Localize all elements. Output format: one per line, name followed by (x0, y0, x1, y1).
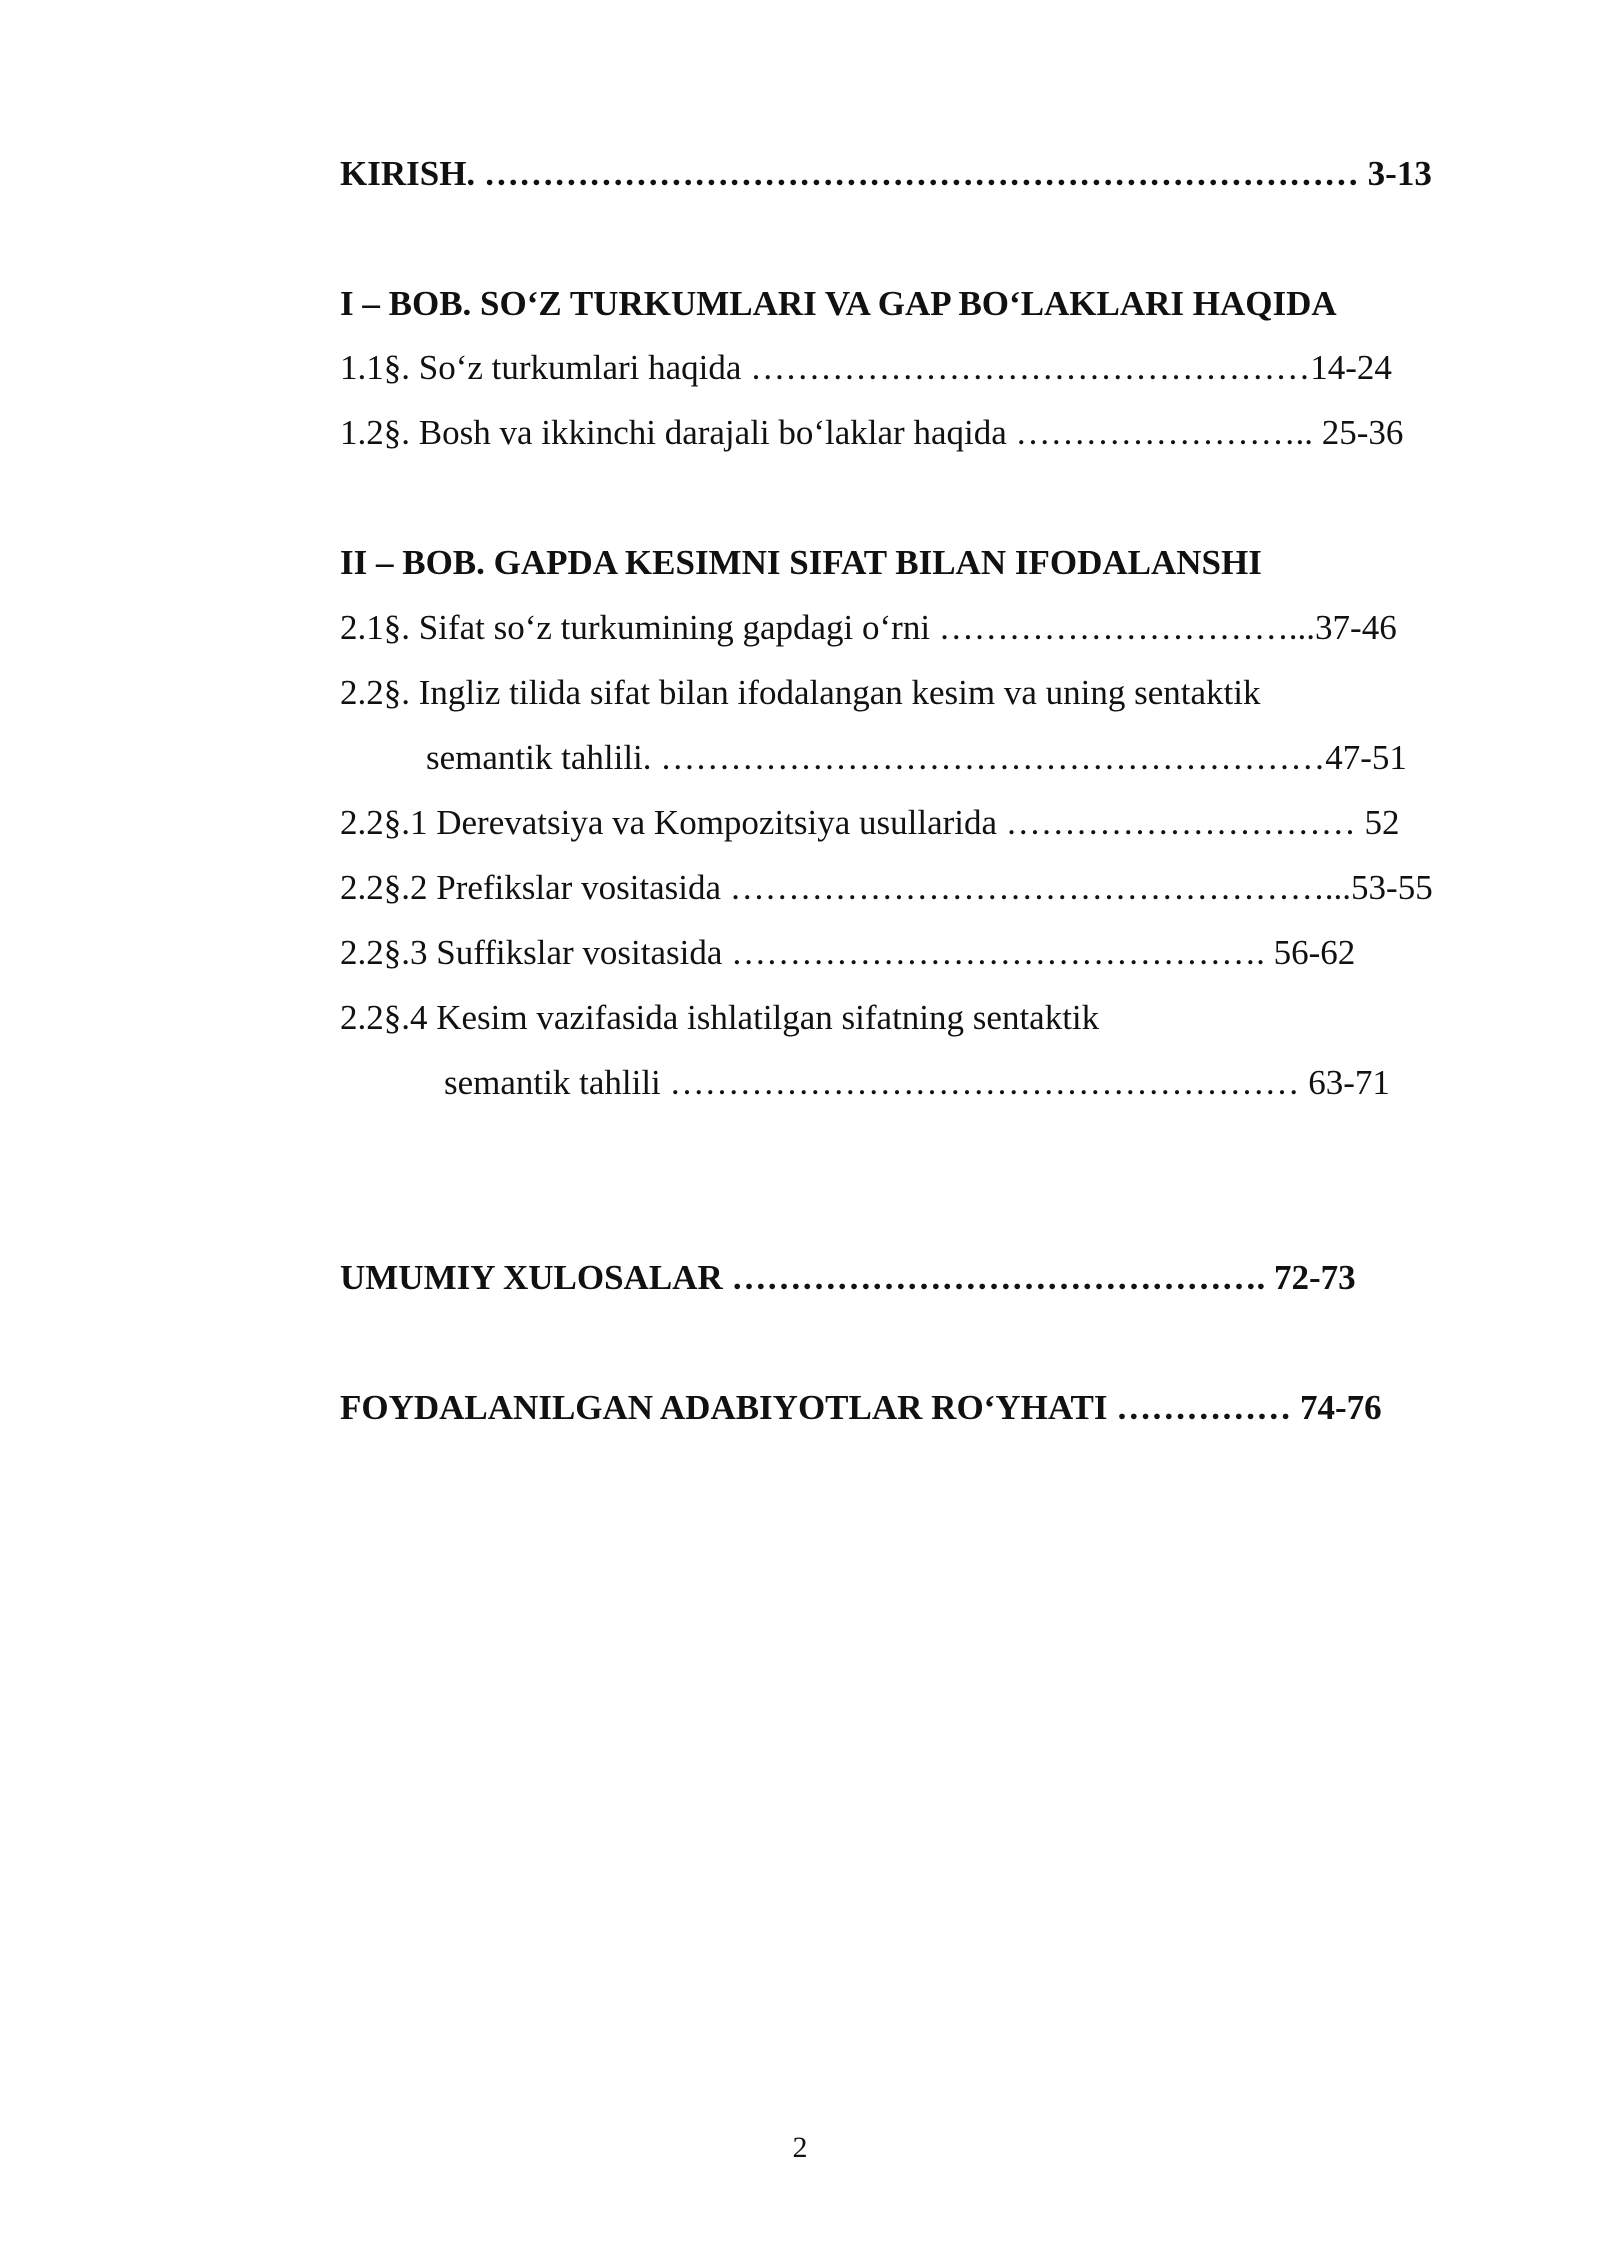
toc-entry-references: FOYDALANILGAN ADABIYOTLAR RO‘YHATI …………… 74-76 (340, 1388, 1382, 1427)
toc-entry-2-2-3: 2.2§.3 Suffikslar vositasida ………………………………………. 56-62 (340, 933, 1356, 972)
toc-entry-2-2-2: 2.2§.2 Prefikslar vositasida ……………………………………………...53-55 (340, 868, 1433, 907)
toc-entry-1-2: 1.2§. Bosh va ikkinchi darajali bo‘laklar haqida …………………….. 25-36 (340, 413, 1404, 452)
toc-entry-intro: KIRISH. ………………………………………………………………… 3-13 (340, 154, 1432, 193)
page-number: 2 (792, 2131, 808, 2164)
toc-entry-2-2-line2: semantik tahlili. …………………………………………………47-51 (426, 738, 1407, 777)
toc-entry-2-1: 2.1§. Sifat so‘z turkumining gapdagi o‘rni …………………………...37-46 (340, 608, 1397, 647)
toc-entry-2-2-4-line2: semantik tahlili ……………………………………………… 63-71 (444, 1063, 1390, 1102)
toc-entry-2-2-line1: 2.2§. Ingliz tilida sifat bilan ifodalangan kesim va uning sentaktik (340, 673, 1261, 712)
toc-entry-2-2-1: 2.2§.1 Derevatsiya va Kompozitsiya usullarida ………………………… 52 (340, 803, 1400, 842)
toc-entry-2-2-4-line1: 2.2§.4 Kesim vazifasida ishlatilgan sifatning sentaktik (340, 998, 1100, 1037)
chapter-2-heading: II – BOB. GAPDA KESIMNI SIFAT BILAN IFODALANSHI (340, 543, 1262, 582)
chapter-1-heading: I – BOB. SO‘Z TURKUMLARI VA GAP BO‘LAKLARI HAQIDA (340, 284, 1337, 323)
toc-entry-1-1: 1.1§. So‘z turkumlari haqida …………………………………………14-24 (340, 348, 1392, 387)
toc-entry-conclusions: UMUMIY XULOSALAR ………………………………………. 72-73 (340, 1258, 1356, 1297)
